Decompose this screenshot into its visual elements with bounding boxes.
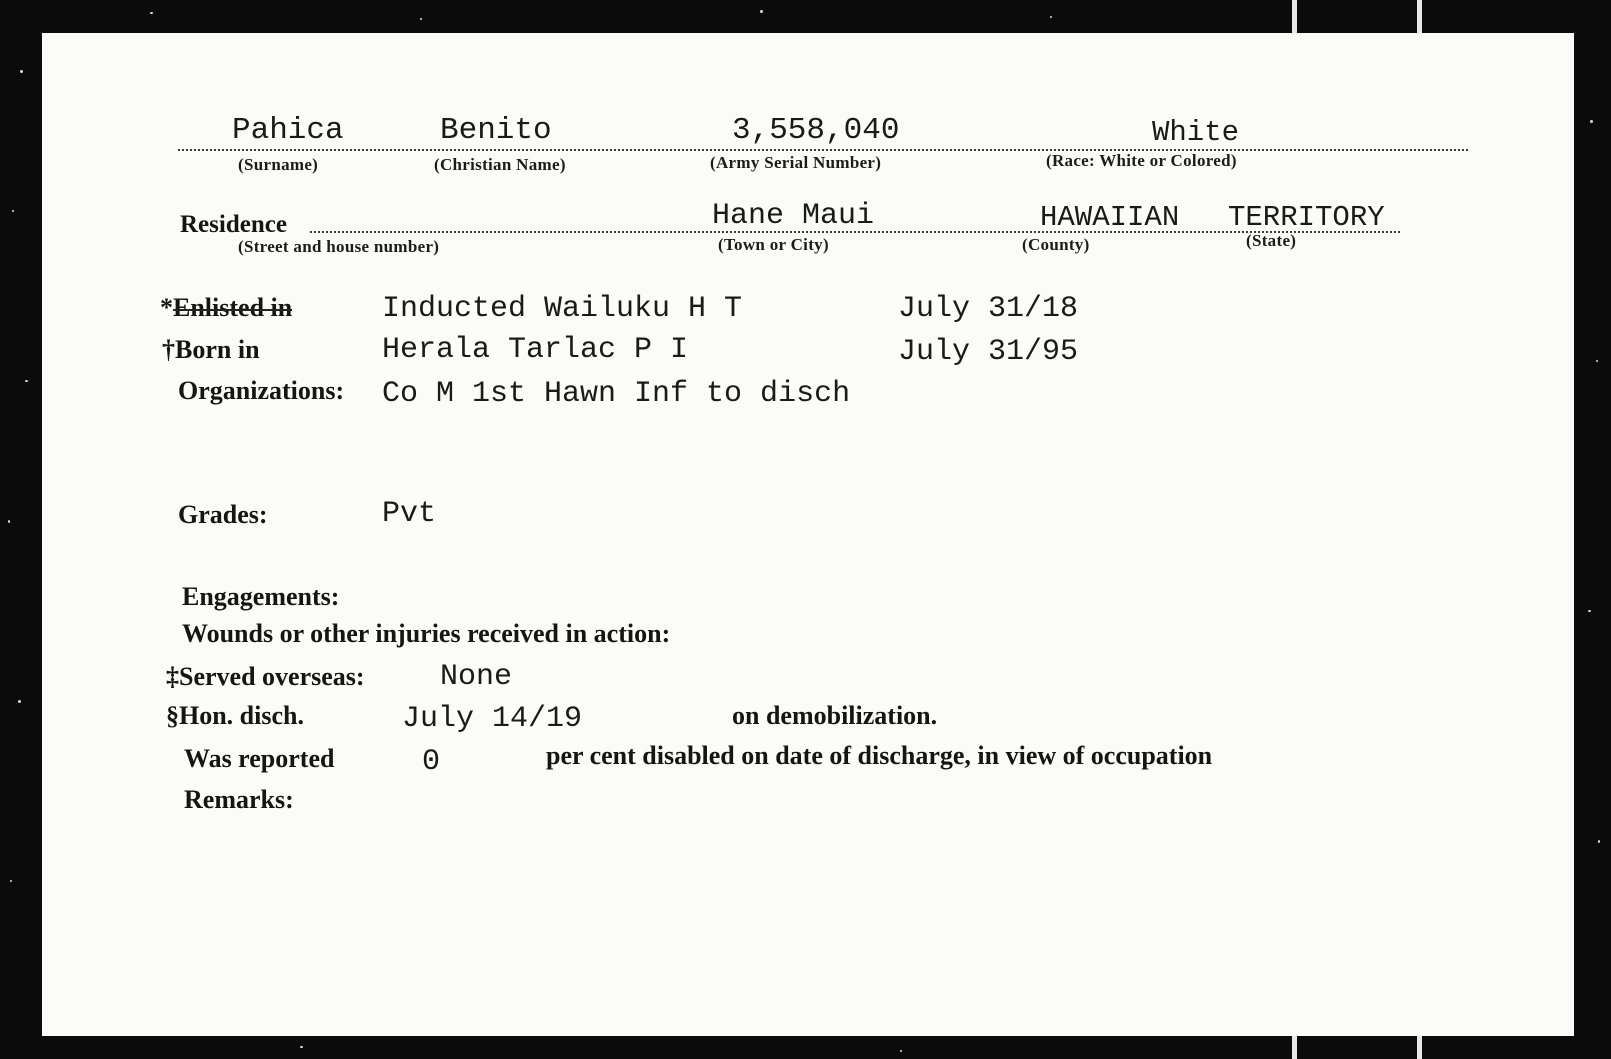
organizations-value: Co M 1st Hawn Inf to disch [382, 377, 851, 411]
noise-speck [20, 70, 23, 73]
christian-name-value: Benito [440, 113, 552, 148]
noise-speck [10, 880, 12, 882]
noise-speck [300, 1046, 303, 1048]
born-date: July 31/95 [898, 335, 1079, 369]
enlisted-date: July 31/18 [898, 292, 1079, 326]
noise-speck [1588, 610, 1591, 612]
race-value: White [1152, 116, 1240, 149]
county-caption: (County) [1022, 235, 1090, 254]
enlisted-label [160, 293, 292, 323]
christian-name-caption: (Christian Name) [434, 155, 566, 174]
residence-label: Residence [180, 211, 287, 238]
grades-value: Pvt [382, 497, 437, 531]
state-caption: (State) [1246, 231, 1297, 250]
noise-speck [25, 380, 28, 382]
scan-line [1417, 1036, 1422, 1059]
noise-speck [760, 10, 763, 13]
enlisted-struck-text: Enlisted in [173, 293, 293, 322]
race-caption: (Race: White or Colored) [1046, 151, 1237, 170]
scan-line [1292, 1036, 1297, 1059]
engagements-label: Engagements: [182, 582, 340, 611]
county-value: HAWAIIAN [1040, 201, 1180, 234]
organizations-label: Organizations: [178, 376, 345, 405]
discharge-suffix: on demobilization. [732, 701, 938, 730]
disability-suffix: per cent disabled on date of discharge, in view of occupation [546, 741, 1213, 770]
noise-speck [150, 12, 153, 14]
enlisted-value: Inducted Wailuku H T [382, 292, 743, 326]
noise-speck [900, 1050, 902, 1052]
noise-speck [18, 700, 21, 703]
service-record-card [42, 33, 1574, 1036]
overseas-value: None [440, 660, 513, 694]
name-dotted-line [178, 149, 1468, 151]
street-caption: (Street and house number) [238, 237, 440, 256]
overseas-label: ‡Served overseas: [166, 662, 365, 691]
serial-number-value: 3,558,040 [732, 113, 900, 148]
scan-line [1292, 0, 1297, 33]
noise-speck [1050, 16, 1052, 18]
noise-speck [420, 18, 422, 20]
noise-speck [1596, 360, 1598, 362]
enlisted-marker: * [160, 293, 173, 322]
noise-speck [1598, 840, 1600, 843]
town-caption: (Town or City) [718, 235, 829, 254]
surname-caption: (Surname) [238, 155, 319, 174]
state-value: TERRITORY [1228, 201, 1385, 234]
discharge-label: §Hon. disch. [166, 701, 304, 730]
town-value: Hane Maui [712, 199, 875, 233]
serial-number-caption: (Army Serial Number) [710, 153, 882, 172]
wounds-label: Wounds or other injuries received in action: [182, 619, 671, 648]
grades-label: Grades: [178, 500, 268, 529]
born-value: Herala Tarlac P I [382, 333, 689, 367]
scan-line [1417, 0, 1422, 33]
remarks-label: Remarks: [184, 785, 294, 814]
noise-speck [1590, 120, 1593, 123]
born-label: †Born in [162, 335, 260, 364]
surname-value: Pahica [232, 113, 344, 148]
disability-prefix: Was reported [184, 744, 335, 773]
disability-value: 0 [422, 745, 441, 779]
noise-speck [8, 520, 10, 523]
discharge-date: July 14/19 [402, 702, 583, 736]
noise-speck [12, 210, 14, 212]
